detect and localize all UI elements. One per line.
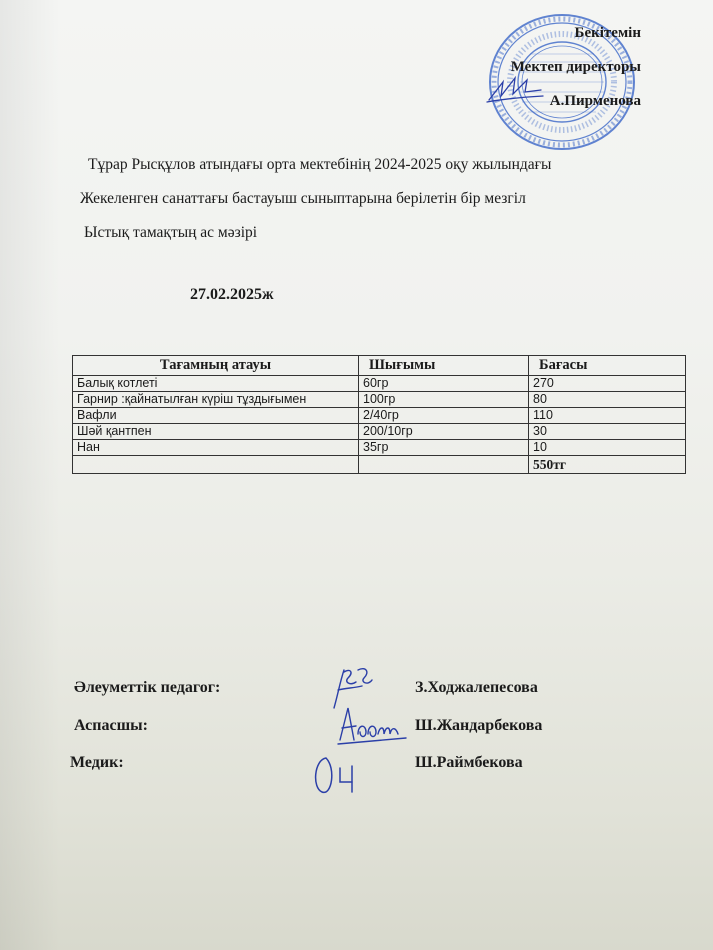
signer-role-medic: Медик: bbox=[70, 754, 124, 771]
table-row bbox=[73, 376, 686, 392]
dish-name: Гарнир :қайнатылған күріш тұздығымен bbox=[73, 392, 359, 408]
header-dish-name: Тағамның атауы bbox=[73, 356, 359, 376]
total-empty-cell bbox=[359, 456, 529, 474]
dish-price: 10 bbox=[529, 440, 686, 456]
table-total-row bbox=[73, 456, 686, 474]
table-header-row bbox=[73, 356, 686, 376]
dish-portion: 100гр bbox=[359, 392, 529, 408]
dish-portion: 35гр bbox=[359, 440, 529, 456]
heading-line-1: Тұрар Рысқұлов атындағы орта мектебінің 2024-2025 оқу жылындағы bbox=[88, 156, 552, 173]
dish-price: 30 bbox=[529, 424, 686, 440]
total-price: 550тг bbox=[529, 456, 686, 474]
paper-shadow bbox=[0, 0, 60, 950]
signer-role-cook: Аспасшы: bbox=[74, 717, 148, 734]
medic-signature bbox=[308, 748, 372, 800]
dish-price: 110 bbox=[529, 408, 686, 424]
heading-line-2: Жекеленген санаттағы бастауыш сыныптарына берілетін бір мезгіл bbox=[80, 190, 526, 207]
dish-portion: 200/10гр bbox=[359, 424, 529, 440]
dish-name: Балық котлеті bbox=[73, 376, 359, 392]
approval-title: Бекітемін bbox=[574, 25, 641, 41]
approval-position: Мектеп директоры bbox=[510, 59, 641, 75]
header-portion: Шығымы bbox=[359, 356, 529, 376]
menu-heading bbox=[80, 148, 552, 250]
menu-date: 27.02.2025ж bbox=[190, 286, 274, 303]
dish-price: 270 bbox=[529, 376, 686, 392]
dish-name: Шәй қантпен bbox=[73, 424, 359, 440]
menu-table bbox=[72, 355, 686, 474]
cook-signature bbox=[336, 704, 408, 746]
signer-name-medic: Ш.Раймбекова bbox=[415, 754, 523, 771]
heading-line-3: Ыстық тамақтың ас мәзірі bbox=[84, 224, 258, 241]
signer-name-cook: Ш.Жандарбекова bbox=[415, 717, 543, 734]
total-empty-cell bbox=[73, 456, 359, 474]
dish-price: 80 bbox=[529, 392, 686, 408]
approval-director-name: А.Пирменова bbox=[549, 93, 641, 109]
table-row bbox=[73, 408, 686, 424]
table-row bbox=[73, 440, 686, 456]
table-row bbox=[73, 392, 686, 408]
dish-name: Нан bbox=[73, 440, 359, 456]
dish-portion: 60гр bbox=[359, 376, 529, 392]
dish-name: Вафли bbox=[73, 408, 359, 424]
header-price: Бағасы bbox=[529, 356, 686, 376]
signer-name-social-pedagogue: З.Ходжалепесова bbox=[415, 679, 538, 696]
signer-role-social-pedagogue: Әлеуметтік педагог: bbox=[74, 679, 221, 696]
dish-portion: 2/40гр bbox=[359, 408, 529, 424]
table-row bbox=[73, 424, 686, 440]
director-signature bbox=[485, 72, 545, 106]
